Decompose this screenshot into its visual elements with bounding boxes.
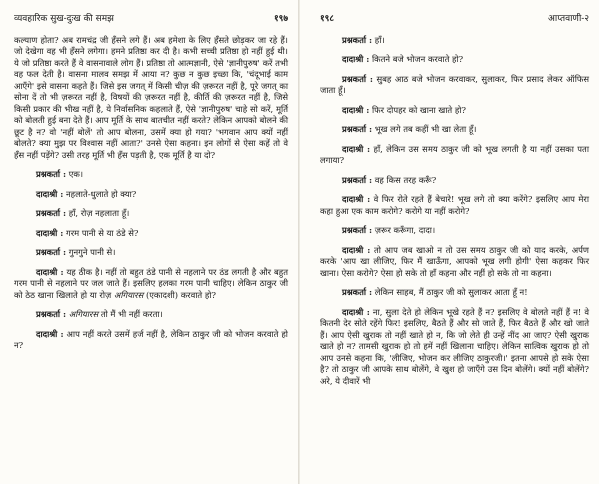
dialogue-text: गुनगुने पानी से। (68, 247, 116, 257)
speaker-label: दादाश्री : (36, 227, 64, 238)
dialogue-text: नहलाते-धुलाते हो क्या? (66, 188, 137, 199)
dialogue-line (14, 267, 288, 302)
dialogue-text: ना, सुला देते हो लेकिन भूखे रहते हैं न? इसलिए वे बोलते नहीं हैं न! वे कितनी देर सोते रहेंगे फिर! इसलिए, बैठते हैं और सो जाते हैं, फिर बैठते हैं और खो जाते हैं। आप ऐसी खुराक तो नहीं खाते हो न, कि जो लेते ही उन्हें नींद आ जाए? ऐसी खुराक खाते हो न? तामसी खुराक हो तो हमें नहीं खिलाना चाहिए। लेकिन सात्विक खुराक हो तो आप उनसे कहना कि, 'लीजिए, भोजन कर लीजिए ठाकुरजी।' इतना आपसे हो सके ऐसा है? तो ठाकुर जी आपके साथ बोलेंगे, वे खुश हो जाएँगे उस दिन बोलेंगे। क्यों नहीं बोलेंगे? अरे, ये दीवारें भी (320, 306, 589, 386)
dialogue-line (320, 74, 589, 97)
dialogue-text: हाँ, रोज़ नहलाता हूँ। (68, 208, 130, 218)
dialogue-text: हाँ, लेकिन उस समय ठाकुर जी को भूख लगती है या नहीं उसका पता लगाया? (320, 143, 589, 165)
speaker-label: दादाश्री : (36, 266, 64, 277)
dialogue-line (320, 175, 589, 187)
dialogue-text-tail: (एकादशी) करवाते हो? (146, 289, 216, 300)
dialogue-line (14, 208, 288, 220)
dialogue-text: तो मैं भी नहीं करता। (100, 309, 163, 319)
speaker-label: प्रश्नकर्ता : (36, 309, 67, 319)
dialogue-line (14, 189, 288, 201)
speaker-label: प्रश्नकर्ता : (342, 34, 373, 45)
speaker-label: दादाश्री : (342, 306, 370, 317)
dialogue-line (320, 144, 589, 167)
dialogue-line (320, 194, 589, 217)
dialogue-line (320, 287, 589, 299)
right-page (300, 0, 599, 484)
speaker-label: दादाश्री : (342, 143, 371, 154)
speaker-label: प्रश्नकर्ता : (342, 124, 373, 134)
dialogue-text: फिर दोपहर को खाना खाते हो? (372, 104, 466, 115)
dialogue-text: ज़रूर करूँगा, दादा। (374, 225, 436, 235)
speaker-label: दादाश्री : (342, 244, 371, 255)
speaker-label: प्रश्नकर्ता : (36, 169, 67, 179)
italic-term: अगियारस (68, 309, 99, 319)
dialogue-text: भूख लगे तब कहीं भी खा लेता हूँ। (374, 124, 477, 134)
left-page (0, 0, 298, 484)
dialogue-line (320, 225, 589, 237)
speaker-label: दादाश्री : (342, 194, 371, 204)
dialogue-text: आप नहीं करते उसमें हर्ज नहीं है, लेकिन ठाकुर जी को भोजन करवाते हो न? (14, 328, 288, 350)
dialogue-line (320, 307, 589, 388)
dialogue-line (14, 329, 288, 352)
left-page-number: १९७ (273, 14, 288, 24)
dialogue-line (320, 245, 589, 280)
speaker-label: प्रश्नकर्ता : (342, 225, 373, 235)
dialogue-text: सुबह आठ बजे भोजन करवाकर, सुलाकर, फिर प्रसाद लेकर ऑफिस जाता हूँ। (320, 73, 589, 95)
right-header-title: आप्तवाणी-२ (548, 14, 589, 24)
speaker-label: दादाश्री : (342, 104, 370, 115)
dialogue-text: एक। (68, 169, 83, 179)
speaker-label: प्रश्नकर्ता : (342, 73, 373, 84)
dialogue-line (14, 309, 288, 321)
dialogue-line (320, 105, 589, 117)
speaker-label: प्रश्नकर्ता : (342, 174, 373, 185)
dialogue-text: लेकिन साहब, मैं ठाकुर जी को सुलाकर आता हूँ न! (374, 287, 528, 297)
speaker-label: प्रश्नकर्ता : (36, 208, 67, 218)
dialogue-text: गरम पानी से या ठंडे से? (66, 227, 139, 238)
dialogue-text: वे फिर रोते रहते हैं बेचारे! भूख लगे तो क्या करेंगे? इसलिए आप मेरा कहा हुआ एक काम करोगे? करोगे या नहीं करोगे? (320, 194, 589, 216)
dialogue-line (320, 35, 589, 47)
italic-term: अगियारस (113, 289, 144, 300)
speaker-label: प्रश्नकर्ता : (36, 247, 67, 257)
dialogue-text: तो आप जब खाओ न तो उस समय ठाकुर जी को याद करके, अर्पण करके 'आप खा लीजिए, फिर मैं खाऊँगा, आपको भूख लगी होगी' ऐसा कहकर फिर खाना। ऐसा करोगे? ऐसा हो सके तो हाँ कहना और नहीं हो सके तो ना कहना। (320, 244, 589, 278)
dialogue-line (14, 228, 288, 240)
left-header-title: व्यवहारिक सुख-दुःख की समझ (14, 14, 114, 24)
speaker-label: प्रश्नकर्ता : (342, 287, 373, 297)
dialogue-text: कितने बजे भोजन करवाते हो? (372, 54, 464, 64)
right-page-number: १९८ (320, 14, 335, 24)
speaker-label: दादाश्री : (36, 328, 64, 339)
left-page-header (14, 14, 288, 26)
dialogue-text: वह किस तरह करूँ? (374, 174, 437, 185)
left-paragraph: कल्याण होता? अब रामचंद्र जी हँसने लगे हैं। अब हमेशा के लिए हँसते छोड़कर जा रहे हैं। जो देखेगा वह भी हँसने लगेगा। हमने प्रतिष्ठा कर दी है। कभी सच्ची प्रतिष्ठा हो नहीं हुई थी। ये जो प्रतिष्ठा करते हैं वे वासनावाले लोग हैं। प्रतिष्ठा तो आत्मज्ञानी, ऐसे 'ज्ञानीपुरुष' करें तभी वह फल देती है। वासना मालव समझ में आया न? कुछ न कुछ इच्छा कि, 'चंदूभाई काम आएँगे' इसे वासना कहते हैं। जिसे इस जगत् में किसी चीज़ की ज़रूरत नहीं है, पूरे जगत् का सोना दें तो भी ज़रूरत नहीं है, विषयों की ज़रूरत नहीं है, कीर्ति की ज़रूरत नहीं है, जिसे किसी प्रकार की भीख नहीं है, ये निर्वासनिक कहलाते हैं, ऐसे 'ज्ञानीपुरुष' चाहे सो करें, मूर्ति को बोलती हुई बना देते हैं। आप मूर्ति के साथ बातचीत नहीं करते? लेकिन आपको बोलने की छूट है न? वो 'नहीं बोलें' तो आप बोलना, उसमें क्या हो गया? 'भगवान आप क्यों नहीं बोलते? क्या मुझ पर विश्वास नहीं आता?' उनसे ऐसा कहना। इन लोगों से ऐसा कहें तो वे हँस नहीं पड़ेंगे? उसी तरह मूर्ति भी हँस पड़ती है, एक मूर्ति है या दो? (14, 34, 288, 160)
right-page-header (320, 14, 589, 26)
speaker-label: दादाश्री : (342, 54, 370, 64)
speaker-label: दादाश्री : (36, 188, 64, 199)
dialogue-line (14, 169, 288, 181)
dialogue-line (14, 247, 288, 259)
dialogue-line (320, 54, 589, 66)
dialogue-text: यह ठीक है। नहीं तो बहुत ठंडे पानी से नहलाने पर ठंड लगती है और बहुत गरम पानी से नहलाने पर जल जाते हैं। इसलिए हलका गरम पानी चाहिए। लेकिन ठाकुर जी को ठेठ खाना खिलाते हो या रोज़ (14, 266, 288, 300)
dialogue-line (320, 124, 589, 136)
dialogue-text: हाँ। (374, 34, 385, 45)
